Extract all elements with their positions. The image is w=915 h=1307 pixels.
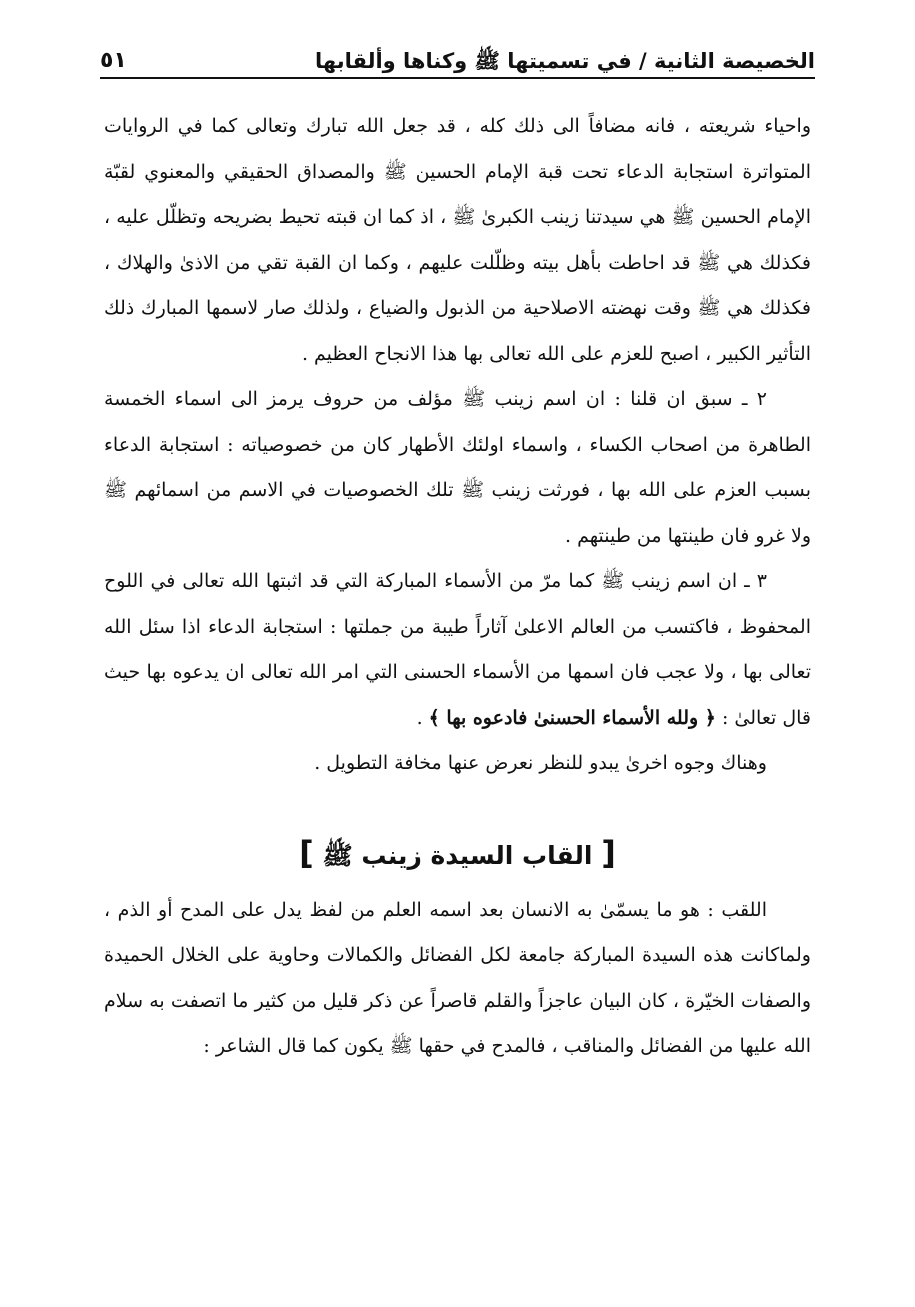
paragraph-4: وهناك وجوه اخرىٰ يبدو للنظر نعرض عنها مخافة التطويل . — [314, 752, 767, 774]
paragraph-1: واحياء شريعته ، فانه مضافاً الى ذلك كله ، قد جعل الله تبارك وتعالى كما في الروايات المتواترة استجابة الدعاء تحت قبة الإمام الحسين ﷺ والمصداق الحقيقي والمعنوي لقبّة الإمام الحسين ﷺ هي سيدتنا زينب الكبرىٰ ﷺ ، اذ كما ان قبته تحيط بضريحه وتظلّل عليه ، فكذلك هي ﷺ قد احاطت بأهل بيته وظلّلت عليهم ، وكما ان القبة تقي من الاذىٰ والهلاك ، فكذلك هي ﷺ وقت نهضته الاصلاحية من الذبول والضياع ، ولذلك صار لاسمها المبارك ذلك التأثير الكبير ، اصبح للعزم على الله تعالى بها هذا الانجاح العظيم . — [104, 115, 811, 365]
section-heading — [104, 825, 811, 884]
header-rule — [100, 77, 815, 79]
paragraph-2: ٢ ـ سبق ان قلنا : ان اسم زينب ﷺ مؤلف من حروف يرمز الى اسماء الخمسة الطاهرة من اصحاب الكساء ، واسماء اولئك الأطهار كان من خصوصياته : استجابة الدعاء بسبب العزم على الله بها ، فورثت زينب ﷺ تلك الخصوصيات في الاسم من اسمائهم ﷺ ولا غرو فان طينتها من طينتهم . — [104, 388, 811, 547]
running-header — [100, 30, 815, 74]
running-title: الخصيصة الثانية / في تسميتها ﷺ وكناها وألقابها — [314, 48, 815, 73]
paragraph-3-text: ٣ ـ ان اسم زينب ﷺ كما مرّ من الأسماء المباركة التي قد اثبتها الله تعالى في اللوح المحفوظ ، فاكتسب من العالم الاعلىٰ آثاراً طيبة من جملتها : استجابة الدعاء اذا سئل الله تعالى بها ، ولا عجب فان اسمها من الأسماء الحسنى التي امر الله تعالى ان يدعوه بها حيث قال تعالىٰ : — [104, 570, 811, 729]
page-number: ٥١ — [100, 47, 127, 73]
body-text — [104, 104, 811, 1070]
paragraph-3-end: . — [416, 706, 423, 729]
section-paragraph: اللقب : هو ما يسمّىٰ به الانسان بعد اسمه العلم من لفظ يدل على المدح أو الذم ، ولماكانت هذه السيدة المباركة جامعة لكل الفضائل والكمالات وحاوية على الخلال الحميدة والصفات الخيّرة ، كان البيان عاجزاً والقلم قاصراً عن ذكر قليل من كثير ما اتصفت به سلام الله عليها من الفضائل والمناقب ، فالمدح في حقها ﷺ يكون كما قال الشاعر : — [104, 898, 811, 1057]
heading-bracket-close: ] — [299, 833, 314, 872]
section-title: القاب السيدة زينب ﷺ — [322, 840, 593, 870]
heading-bracket-open: [ — [601, 833, 616, 872]
paragraph-3 — [104, 559, 811, 741]
quran-quote: ﴿ ولله الأسماء الحسنىٰ فادعوه بها ﴾ — [428, 706, 716, 729]
